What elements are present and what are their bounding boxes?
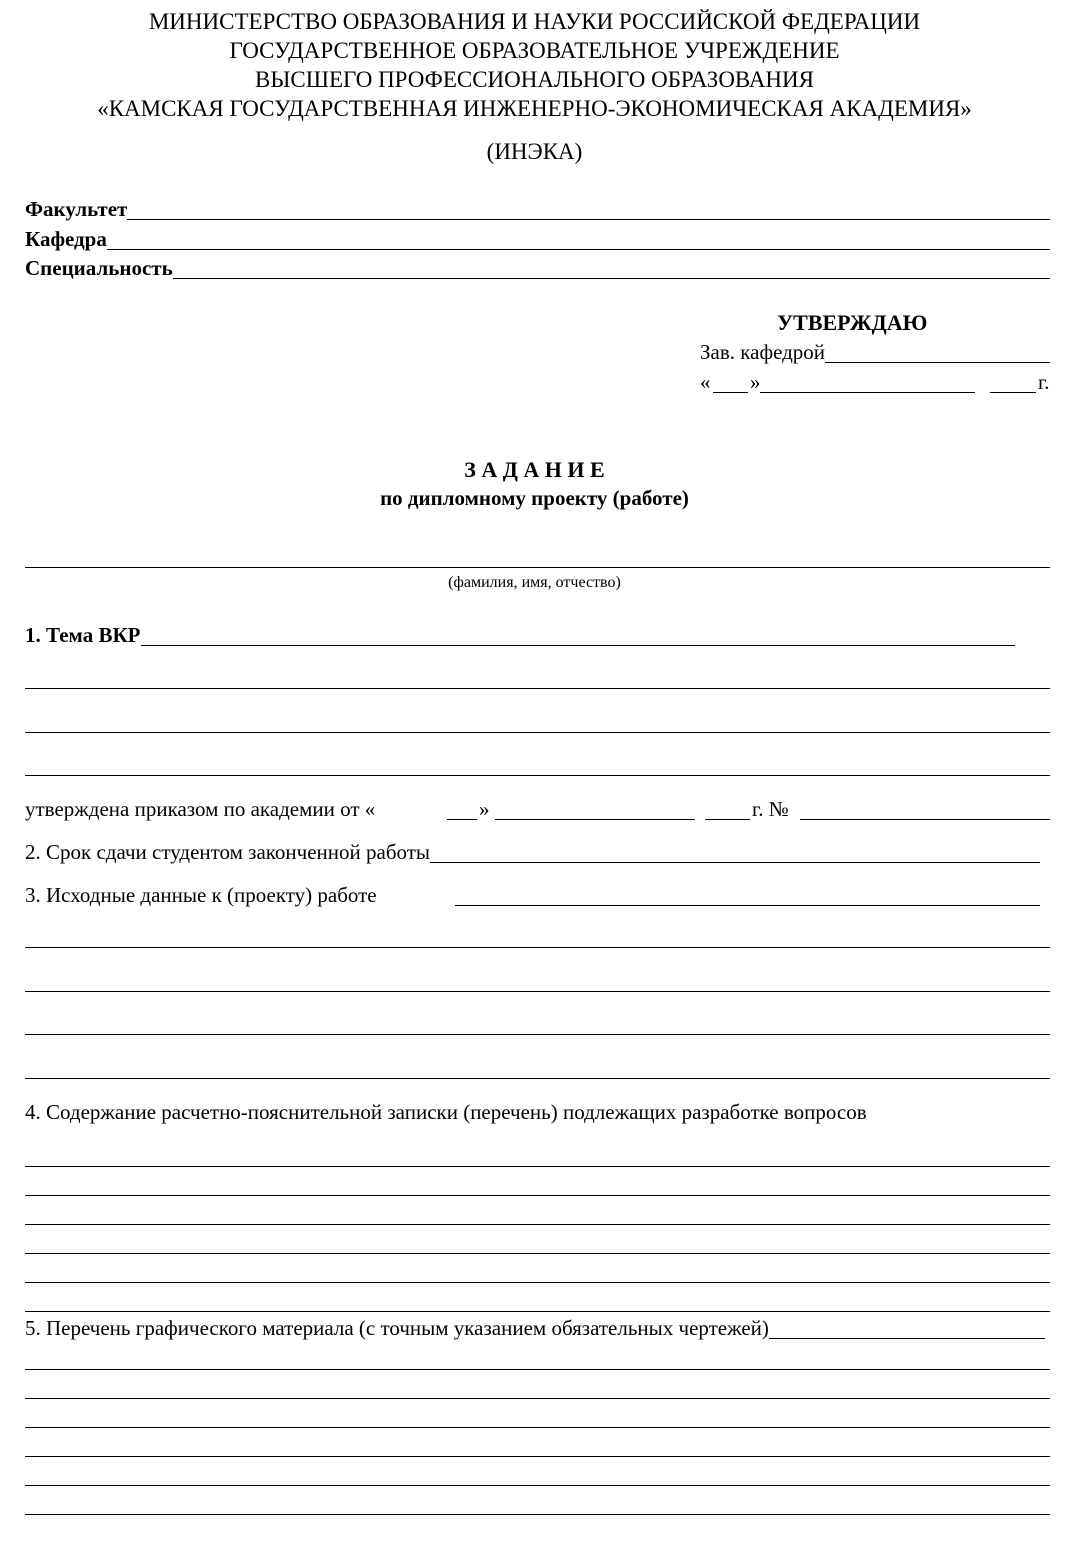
faculty-line[interactable] — [127, 200, 1050, 220]
source-data-extra-line-4[interactable] — [25, 1078, 1050, 1079]
graphics-extra-line-3[interactable] — [25, 1427, 1050, 1428]
source-data-line[interactable] — [455, 905, 1040, 906]
source-data-extra-line-3[interactable] — [25, 1034, 1050, 1035]
contents-line-4[interactable] — [25, 1253, 1050, 1254]
approval-year-suffix: г. — [1038, 370, 1050, 394]
approval-open-quote: « — [700, 370, 711, 394]
approval-day-line[interactable] — [713, 392, 748, 393]
head-of-department-line[interactable] — [825, 343, 1050, 363]
order-close-quote: » — [479, 797, 490, 821]
graphics-extra-line-5[interactable] — [25, 1485, 1050, 1486]
deadline-label: 2. Срок сдачи студентом законченной работы — [25, 840, 431, 864]
head-of-department-label: Зав. кафедрой — [700, 340, 826, 364]
approval-year-line[interactable] — [990, 392, 1036, 393]
topic-field[interactable] — [25, 623, 1015, 647]
order-day-line[interactable] — [447, 819, 477, 820]
graphics-line[interactable] — [769, 1319, 1045, 1339]
topic-extra-line-2[interactable] — [25, 732, 1050, 733]
order-month-line[interactable] — [495, 819, 695, 820]
faculty-field[interactable] — [25, 197, 1050, 221]
department-label: Кафедра — [25, 227, 107, 251]
order-year-number-label: г. № — [752, 797, 789, 821]
graphics-extra-line-6[interactable] — [25, 1514, 1050, 1515]
deadline-field[interactable] — [25, 840, 1040, 864]
order-label: утверждена приказом по академии от « — [25, 797, 376, 821]
approval-month-line[interactable] — [760, 392, 975, 393]
student-name-line[interactable] — [25, 567, 1050, 568]
contents-line-3[interactable] — [25, 1224, 1050, 1225]
student-name-caption: (фамилия, имя, отчество) — [448, 574, 621, 591]
education-level-line: ВЫСШЕГО ПРОФЕССИОНАЛЬНОГО ОБРАЗОВАНИЯ — [255, 67, 814, 92]
approval-close-quote: » — [750, 370, 761, 394]
approval-title: УТВЕРЖДАЮ — [777, 310, 928, 335]
ministry-line: МИНИСТЕРСТВО ОБРАЗОВАНИЯ И НАУКИ РОССИЙСКОЙ ФЕДЕРАЦИИ — [148, 9, 921, 34]
specialty-label: Специальность — [25, 256, 173, 280]
contents-line-6[interactable] — [25, 1311, 1050, 1312]
order-year-line[interactable] — [705, 819, 750, 820]
contents-line-1[interactable] — [25, 1166, 1050, 1167]
task-title: З А Д А Н И Е — [464, 457, 605, 482]
graphics-extra-line-2[interactable] — [25, 1398, 1050, 1399]
faculty-label: Факультет — [25, 197, 128, 221]
topic-extra-line-1[interactable] — [25, 688, 1050, 689]
specialty-line[interactable] — [173, 259, 1050, 279]
graphics-extra-line-4[interactable] — [25, 1456, 1050, 1457]
order-number-line[interactable] — [800, 819, 1050, 820]
contents-line-2[interactable] — [25, 1195, 1050, 1196]
topic-line[interactable] — [141, 626, 1016, 646]
source-data-extra-line-2[interactable] — [25, 991, 1050, 992]
graphics-label: 5. Перечень графического материала (с точным указанием обязательных чертежей) — [25, 1316, 769, 1340]
source-data-label: 3. Исходные данные к (проекту) работе — [25, 883, 377, 907]
academy-name-line: «КАМСКАЯ ГОСУДАРСТВЕННАЯ ИНЖЕНЕРНО-ЭКОНОМИЧЕСКАЯ АКАДЕМИЯ» — [97, 96, 972, 121]
academy-abbreviation: (ИНЭКА) — [486, 139, 583, 164]
institution-type-line: ГОСУДАРСТВЕННОЕ ОБРАЗОВАТЕЛЬНОЕ УЧРЕЖДЕНИЕ — [229, 38, 840, 63]
graphics-field[interactable] — [25, 1316, 1045, 1340]
topic-label: 1. Тема ВКР — [25, 623, 141, 647]
source-data-extra-line-1[interactable] — [25, 947, 1050, 948]
topic-extra-line-3[interactable] — [25, 775, 1050, 776]
contents-label: 4. Содержание расчетно-пояснительной записки (перечень) подлежащих разработке вопросов — [25, 1100, 867, 1124]
contents-line-5[interactable] — [25, 1282, 1050, 1283]
head-of-department-field[interactable] — [700, 340, 1050, 364]
specialty-field[interactable] — [25, 256, 1050, 280]
graphics-extra-line-1[interactable] — [25, 1369, 1050, 1370]
department-field[interactable] — [25, 227, 1050, 251]
task-subtitle: по дипломному проекту (работе) — [380, 486, 689, 510]
department-line[interactable] — [107, 230, 1050, 250]
deadline-line[interactable] — [430, 843, 1040, 863]
